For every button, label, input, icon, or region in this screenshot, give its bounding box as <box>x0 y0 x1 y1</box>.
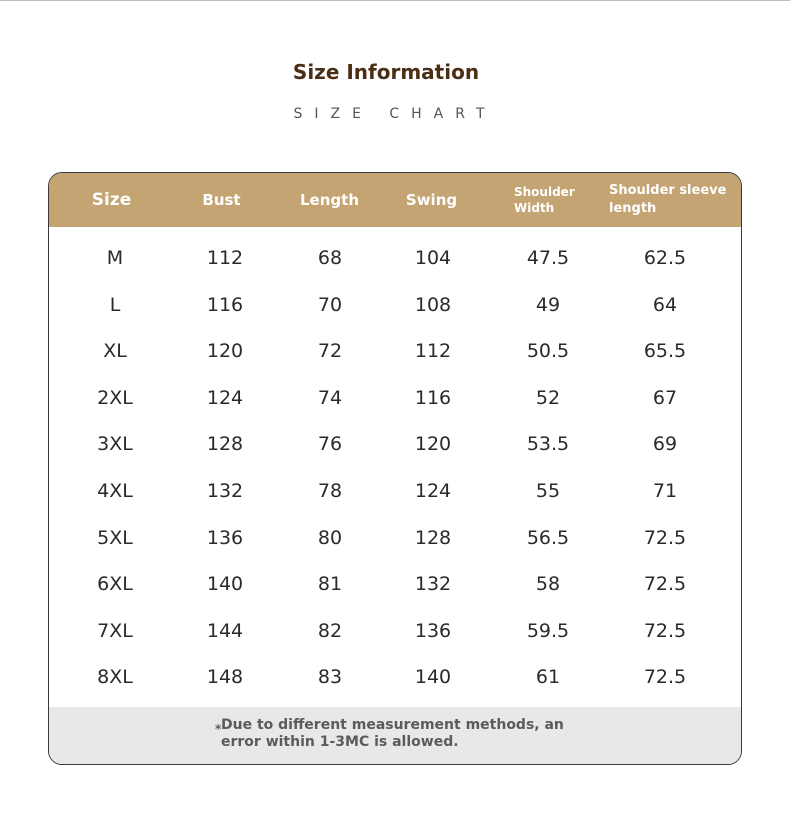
table-cell: 140 <box>206 573 244 596</box>
table-cell: 52 <box>535 386 561 409</box>
note-text: Due to different measurement methods, an error within 1-3MC is allowed. <box>221 717 564 750</box>
header-swing: Swing <box>405 191 458 209</box>
table-row <box>49 608 741 654</box>
table-cell: 120 <box>414 433 452 456</box>
table-cell: 148 <box>206 666 244 689</box>
table-cell: XL <box>103 340 127 363</box>
page-subtitle: SIZE CHART <box>293 106 497 122</box>
table-cell: 71 <box>652 480 678 502</box>
table-cell: 112 <box>206 247 244 269</box>
table-row <box>49 421 741 467</box>
table-cell: 82 <box>317 619 343 642</box>
table-cell: 76 <box>317 433 343 456</box>
table-cell: 49 <box>535 293 561 316</box>
table-cell: L <box>109 293 121 316</box>
top-divider <box>0 0 790 1</box>
table-row <box>49 654 741 700</box>
table-cell: 67 <box>652 386 678 409</box>
table-cell: 68 <box>317 247 343 269</box>
table-cell: 120 <box>206 340 244 363</box>
table-cell: 72.5 <box>643 666 687 689</box>
table-cell: 7XL <box>97 619 133 642</box>
table-cell: 124 <box>414 480 452 502</box>
table-cell: 144 <box>206 619 244 642</box>
table-row <box>49 282 741 328</box>
table-row <box>49 561 741 607</box>
table-row <box>49 468 741 514</box>
table-cell: 72 <box>317 340 343 363</box>
table-header <box>49 173 741 227</box>
table-cell: 50.5 <box>526 340 570 363</box>
size-chart-table <box>48 172 742 765</box>
table-cell: 124 <box>206 386 244 409</box>
table-row <box>49 235 741 281</box>
table-cell: 65.5 <box>643 340 687 363</box>
table-cell: 47.5 <box>526 247 570 269</box>
table-cell: 72.5 <box>643 573 687 596</box>
table-cell: 72.5 <box>643 619 687 642</box>
table-cell: 104 <box>414 247 452 269</box>
table-cell: M <box>106 247 124 269</box>
table-cell: 128 <box>414 526 452 549</box>
table-cell: 116 <box>206 293 244 316</box>
table-cell: 61 <box>535 666 561 689</box>
table-row <box>49 375 741 421</box>
note-box <box>49 707 741 764</box>
table-cell: 69 <box>652 433 678 456</box>
header-shoulder-width: Shoulder Width <box>514 185 575 215</box>
table-cell: 80 <box>317 526 343 549</box>
table-cell: 56.5 <box>526 526 570 549</box>
page-title: Size Information <box>292 60 480 84</box>
table-cell: 74 <box>317 386 343 409</box>
table-cell: 83 <box>317 666 343 689</box>
table-cell: 64 <box>652 293 678 316</box>
note-asterisk: * <box>215 722 222 736</box>
table-cell: 72.5 <box>643 526 687 549</box>
table-cell: 2XL <box>97 386 133 409</box>
table-cell: 132 <box>414 573 452 596</box>
table-cell: 132 <box>206 480 244 502</box>
table-row <box>49 328 741 374</box>
table-cell: 136 <box>414 619 452 642</box>
table-cell: 108 <box>414 293 452 316</box>
table-cell: 3XL <box>97 433 133 456</box>
measurement-note <box>215 717 601 751</box>
table-cell: 59.5 <box>526 619 570 642</box>
table-cell: 58 <box>535 573 561 596</box>
table-cell: 6XL <box>97 573 133 596</box>
table-cell: 128 <box>206 433 244 456</box>
header-shoulder-sleeve-length: Shoulder sleeve length <box>609 183 727 216</box>
table-cell: 78 <box>317 480 343 502</box>
table-cell: 4XL <box>97 480 133 502</box>
table-cell: 8XL <box>97 666 133 689</box>
table-cell: 55 <box>535 480 561 502</box>
table-cell: 140 <box>414 666 452 689</box>
table-cell: 53.5 <box>526 433 570 456</box>
header-length: Length <box>300 191 359 209</box>
header-bust: Bust <box>202 191 241 209</box>
header-size: Size <box>91 190 132 210</box>
table-cell: 5XL <box>97 526 133 549</box>
table-cell: 116 <box>414 386 452 409</box>
table-cell: 136 <box>206 526 244 549</box>
table-cell: 112 <box>414 340 452 363</box>
table-cell: 70 <box>317 293 343 316</box>
table-row <box>49 515 741 561</box>
table-cell: 81 <box>317 573 343 596</box>
table-cell: 62.5 <box>643 247 687 269</box>
